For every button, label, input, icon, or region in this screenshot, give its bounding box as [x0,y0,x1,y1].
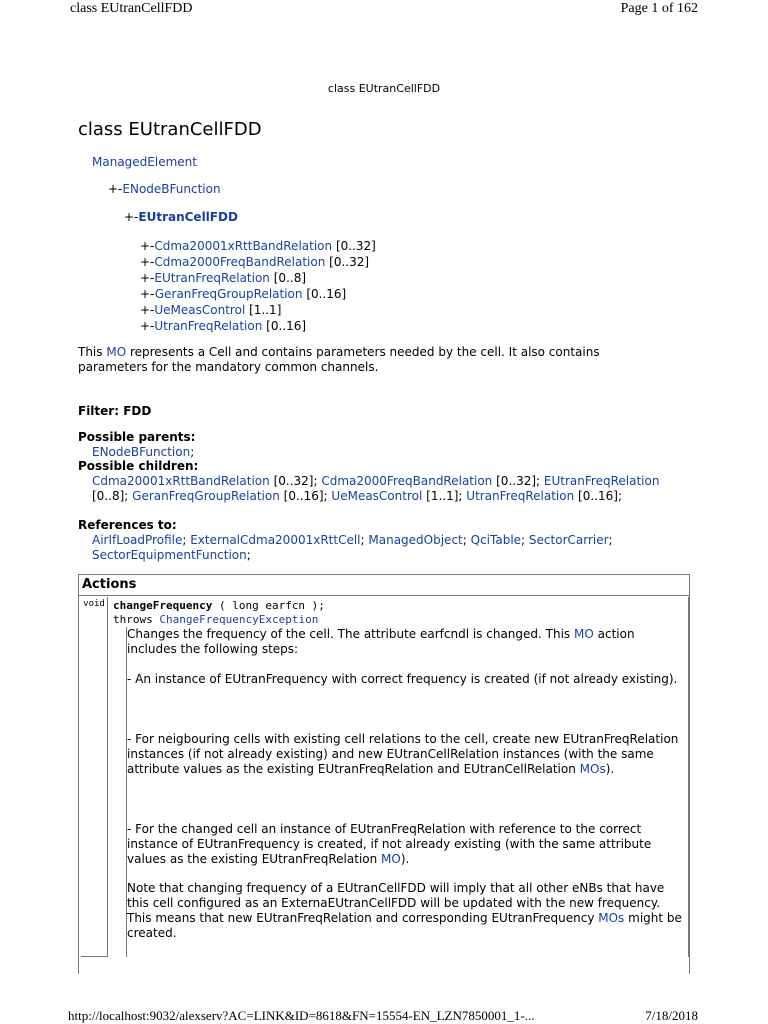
tree-level2 [124,210,238,224]
return-type: void [81,597,108,957]
link-mos[interactable]: MOs [598,911,625,925]
paragraph: - An instance of EUtranFrequency with correct frequency is created (if not already existing). [127,672,678,686]
paragraph-text: might be created. [127,911,682,940]
tree-prefix: +- [108,182,123,196]
link-utranfreqrelation[interactable]: UtranFreqRelation [154,319,263,333]
link-geranfreqgrouprelation[interactable]: GeranFreqGroupRelation [132,489,280,503]
link-externalcdma20001xrttcell[interactable]: ExternalCdma20001xRttCell [190,533,361,547]
tree-prefix: +- [140,303,155,317]
tree-child-row [140,318,376,334]
paragraph-text: - For the changed cell an instance of EUtranFreqRelation with reference to the correct instance of EUtranFrequency is created, if not already existing (with the same attribute values as the existing EUtranFreqRelation [127,822,652,866]
paragraph [127,732,687,777]
throws-keyword: throws [113,613,153,626]
separator: ; [182,533,187,547]
link-airifloadprofile[interactable]: AirIfLoadProfile [92,533,183,547]
tree-child-row [140,302,376,318]
link-mo[interactable]: MO [106,345,127,359]
link-cdma20001xrttbandrelation[interactable]: Cdma20001xRttBandRelation [154,239,333,253]
description-text: This [78,345,107,359]
separator: ; [246,548,251,562]
document-title: class EUtranCellFDD [327,82,441,95]
cardinality: [0..32]; [273,474,318,488]
cardinality: [0..8] [273,271,307,285]
paragraph [127,822,687,867]
link-uemeascontrol[interactable]: UeMeasControl [331,489,423,503]
link-managedobject[interactable]: ManagedObject [368,533,463,547]
indent-column [110,627,127,957]
references-to-list [92,533,682,563]
tree-prefix: +- [140,271,155,285]
filter-label: Filter: FDD [78,404,152,418]
paragraph [127,881,687,941]
cardinality: [0..32] [335,239,376,253]
cardinality: [0..8]; [92,489,129,503]
link-exception[interactable]: ChangeFrequencyException [159,613,319,626]
tree-prefix: +- [140,319,155,333]
cardinality: [1..1] [249,303,282,317]
class-description [78,345,668,375]
method-params: ( long earfcn ); [212,599,325,612]
tree-child-row [140,238,376,254]
method-signature [113,599,688,627]
separator: ; [462,533,467,547]
references-to-label: References to: [78,518,177,532]
tree-level1 [108,182,221,196]
paragraph-text: Changes the frequency of the cell. The attribute earfcndl is changed. This [127,627,574,641]
cardinality: [0..32] [329,255,370,269]
tree-prefix: +- [124,210,139,224]
actions-header: Actions [79,575,689,596]
separator: ; [608,533,613,547]
possible-parents-list [92,445,682,460]
separator: ; [190,445,195,459]
link-cdma2000freqbandrelation[interactable]: Cdma2000FreqBandRelation [154,255,326,269]
paragraph-text: ). [400,852,410,866]
paragraph-text: action includes the following steps: [127,627,635,656]
possible-children-label: Possible children: [78,459,199,473]
tree-prefix: +- [140,239,155,253]
link-enodebfunction[interactable]: ENodeBFunction [92,445,191,459]
method-cell [110,597,689,957]
link-enodebfunction[interactable]: ENodeBFunction [122,182,221,196]
paragraph [127,627,687,657]
link-utranfreqrelation[interactable]: UtranFreqRelation [466,489,575,503]
actions-table [78,574,690,974]
link-mo[interactable]: MO [381,852,401,866]
link-cdma2000freqbandrelation[interactable]: Cdma2000FreqBandRelation [321,474,493,488]
cardinality: [0..16] [266,319,307,333]
paragraph-text: Note that changing frequency of a EUtranCellFDD will imply that all other eNBs that have this cell configured as an ExternaEUtranCellFDD will be updated with the new frequency. This means that new EUtranFreqRelation and corresponding EUtranFrequency [127,881,665,925]
description-text: represents a Cell and contains parameters needed by the cell. It also contains parameters for the mandatory common channels. [78,345,600,374]
tree-child-row [140,270,376,286]
paragraph-text: - For neigbouring cells with existing cell relations to the cell, create new EUtranFreqRelation instances (if not already existing) and new EUtranCellRelation instances (with the same attribute values as the existing EUtranFreqRelation and EUtranCellRelation [127,732,679,776]
tree-prefix: +- [140,255,155,269]
possible-children-list [92,474,682,504]
tree-prefix: +- [140,287,155,301]
link-mo[interactable]: MO [573,627,594,641]
cardinality: [0..16] [306,287,347,301]
link-qcitable[interactable]: QciTable [470,533,522,547]
link-sectorcarrier[interactable]: SectorCarrier [528,533,609,547]
tree-root [92,155,197,169]
cardinality: [0..32]; [496,474,541,488]
separator: ; [521,533,526,547]
paragraph-text: ). [605,762,615,776]
tree-child-row [140,286,376,302]
link-sectorequipmentfunction[interactable]: SectorEquipmentFunction [92,548,247,562]
separator: ; [360,533,365,547]
possible-parents-label: Possible parents: [78,430,196,444]
link-geranfreqgrouprelation[interactable]: GeranFreqGroupRelation [154,287,303,301]
link-cdma20001xrttbandrelation[interactable]: Cdma20001xRttBandRelation [92,474,270,488]
link-mos[interactable]: MOs [579,762,606,776]
cardinality: [0..16]; [283,489,328,503]
link-eutranfreqrelation[interactable]: EUtranFreqRelation [543,474,660,488]
link-managedelement[interactable]: ManagedElement [92,155,197,169]
link-eutrancellfdd[interactable]: EUtranCellFDD [138,210,238,224]
page-date: 7/18/2018 [645,1008,698,1023]
cardinality: [0..16]; [578,489,622,503]
class-heading: class EUtranCellFDD [78,119,262,140]
page-url: http://localhost:9032/alexserv?AC=LINK&ID=8618&FN=15554-EN_LZN7850001_1-... [68,1008,535,1023]
method-name: changeFrequency [113,599,213,612]
tree-children-list [140,238,376,334]
link-eutranfreqrelation[interactable]: EUtranFreqRelation [154,271,270,285]
tree-child-row [140,254,376,270]
page-number: Page 1 of 162 [620,1,698,16]
page-header-title: class EUtranCellFDD [70,1,193,16]
link-uemeascontrol[interactable]: UeMeasControl [154,303,246,317]
cardinality: [1..1]; [426,489,463,503]
